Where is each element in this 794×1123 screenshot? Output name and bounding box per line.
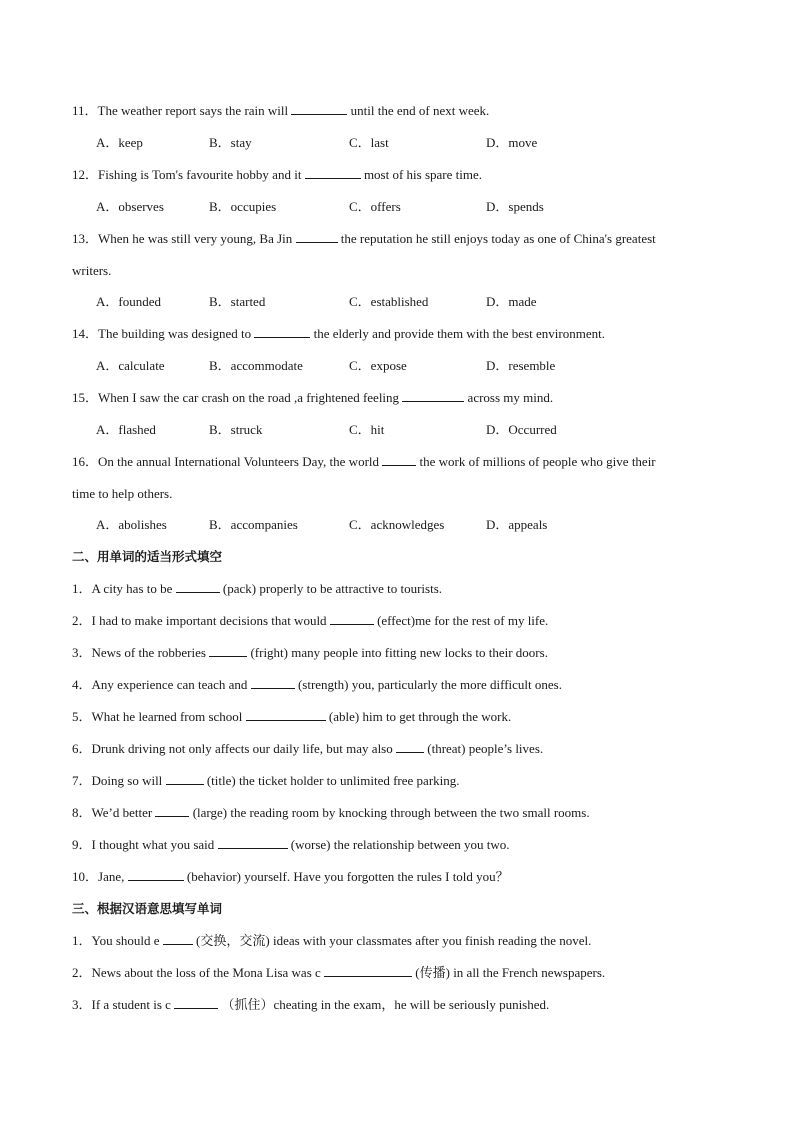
option-d[interactable]: D．appeals [486, 517, 548, 532]
question-number: 3． [72, 645, 92, 660]
question-number: 15． [72, 390, 99, 405]
question-text: （抓住）cheating in the exam，he will be seriously punished. [221, 997, 550, 1012]
section2-item-2 [72, 611, 714, 643]
question-text: Any experience can teach and [91, 677, 248, 692]
section2-item-9 [72, 835, 714, 867]
question-text: A city has to be [91, 581, 173, 596]
answer-blank[interactable] [330, 612, 374, 625]
question-number: 7． [72, 773, 92, 788]
question-text: News about the loss of the Mona Lisa was c [91, 965, 321, 980]
answer-blank[interactable] [218, 836, 288, 849]
question-number: 8． [72, 805, 92, 820]
question-text: (title) the ticket holder to unlimited free parking. [206, 773, 460, 788]
question-text: (effect)me for the rest of my life. [377, 613, 549, 628]
option-b[interactable]: B．struck [209, 422, 263, 437]
question-text: the elderly and provide them with the best environment. [313, 326, 605, 341]
question-text: (large) the reading room by knocking through between the two small rooms. [192, 805, 590, 820]
option-d[interactable]: D．move [486, 135, 538, 150]
options-row [72, 515, 714, 547]
question-text: You should e [91, 933, 160, 948]
question-12 [72, 165, 714, 197]
question-text: most of his spare time. [363, 167, 483, 182]
section3-item-1 [72, 931, 714, 963]
question-text: the reputation he still enjoys today as one of China's greatest [340, 231, 656, 246]
question-number: 9． [72, 837, 92, 852]
option-c[interactable]: C．hit [349, 422, 385, 437]
option-b[interactable]: B．accommodate [209, 358, 303, 373]
option-d[interactable]: D．spends [486, 199, 544, 214]
question-13 [72, 229, 714, 261]
answer-blank[interactable] [128, 868, 184, 881]
answer-blank[interactable] [324, 964, 412, 977]
question-text: When he was still very young, Ba Jin [98, 231, 293, 246]
question-text: (fright) many people into fitting new locks to their doors. [250, 645, 548, 660]
question-text: time to help others. [72, 486, 173, 501]
answer-blank[interactable] [296, 230, 338, 243]
option-d[interactable]: D．made [486, 294, 537, 309]
question-text: If a student is c [91, 997, 171, 1012]
answer-blank[interactable] [305, 166, 361, 179]
option-c[interactable]: C．established [349, 294, 429, 309]
section2-item-4 [72, 675, 714, 707]
question-text: (交换，交流) ideas with your classmates after you finish reading the novel. [196, 933, 592, 948]
question-number: 13． [72, 231, 99, 246]
question-text: What he learned from school [91, 709, 243, 724]
option-c[interactable]: C．offers [349, 199, 401, 214]
option-d[interactable]: D．Occurred [486, 422, 557, 437]
section2-item-6 [72, 739, 714, 771]
question-number: 2． [72, 965, 92, 980]
option-b[interactable]: B．accompanies [209, 517, 298, 532]
question-number: 6． [72, 741, 92, 756]
question-number: 5． [72, 709, 92, 724]
option-c[interactable]: C．expose [349, 358, 407, 373]
option-c[interactable]: C．last [349, 135, 389, 150]
section2-item-7 [72, 771, 714, 803]
question-text: We’d better [91, 805, 153, 820]
question-text: across my mind. [467, 390, 554, 405]
question-number: 4． [72, 677, 92, 692]
question-text: (worse) the relationship between you two. [290, 837, 510, 852]
question-text: Doing so will [91, 773, 163, 788]
answer-blank[interactable] [246, 708, 326, 721]
options-row [72, 356, 714, 388]
question-continuation [72, 261, 714, 292]
option-b[interactable]: B．started [209, 294, 266, 309]
section3-item-2 [72, 963, 714, 995]
question-text: the work of millions of people who give their [419, 454, 656, 469]
question-number: 16． [72, 454, 99, 469]
question-text: writers. [72, 263, 112, 278]
question-text: Jane, [98, 869, 125, 884]
answer-blank[interactable] [251, 676, 295, 689]
question-text: The weather report says the rain will [97, 103, 289, 118]
question-text: On the annual International Volunteers Day, the world [98, 454, 380, 469]
answer-blank[interactable] [402, 389, 464, 402]
section2-item-1 [72, 579, 714, 611]
question-text: (传播) in all the French newspapers. [415, 965, 606, 980]
options-row [72, 420, 714, 452]
option-a[interactable]: A．flashed [96, 422, 156, 437]
option-a[interactable]: A．founded [96, 294, 161, 309]
option-d[interactable]: D．resemble [486, 358, 556, 373]
answer-blank[interactable] [176, 580, 220, 593]
question-number: 2． [72, 613, 92, 628]
question-text: When I saw the car crash on the road ,a frightened feeling [98, 390, 400, 405]
question-text: (able) him to get through the work. [328, 709, 512, 724]
answer-blank[interactable] [291, 102, 347, 115]
options-row [72, 197, 714, 229]
question-number: 12． [72, 167, 99, 182]
option-a[interactable]: A．calculate [96, 358, 165, 373]
section3-item-3 [72, 995, 714, 1027]
section2-item-8 [72, 803, 714, 835]
question-text: (pack) properly to be attractive to tourists. [222, 581, 443, 596]
option-b[interactable]: B．occupies [209, 199, 277, 214]
answer-blank[interactable] [166, 772, 204, 785]
answer-blank[interactable] [155, 804, 189, 817]
question-text: until the end of next week. [350, 103, 490, 118]
section2-item-5 [72, 707, 714, 739]
question-text: (threat) people’s lives. [427, 741, 544, 756]
question-14 [72, 324, 714, 356]
answer-blank[interactable] [174, 996, 218, 1009]
question-continuation [72, 484, 714, 515]
answer-blank[interactable] [163, 932, 193, 945]
question-number: 11． [72, 103, 98, 118]
section2-item-3 [72, 643, 714, 675]
question-number: 1． [72, 933, 92, 948]
answer-blank[interactable] [254, 325, 310, 338]
question-11 [72, 101, 714, 133]
question-text: (behavior) yourself. Have you forgotten the rules I told you？ [186, 869, 509, 884]
question-number: 10． [72, 869, 99, 884]
question-text: I had to make important decisions that would [91, 613, 327, 628]
option-c[interactable]: C．acknowledges [349, 517, 445, 532]
option-a[interactable]: A．abolishes [96, 517, 167, 532]
answer-blank[interactable] [209, 644, 247, 657]
options-row [72, 292, 714, 324]
options-row [72, 133, 714, 165]
section2-item-10 [72, 867, 714, 899]
question-text: The building was designed to [98, 326, 252, 341]
question-number: 3． [72, 997, 92, 1012]
answer-blank[interactable] [382, 453, 416, 466]
question-number: 1． [72, 581, 92, 596]
option-a[interactable]: A．keep [96, 135, 143, 150]
question-16 [72, 452, 714, 484]
question-text: Fishing is Tom's favourite hobby and it [98, 167, 302, 182]
section2-title: 二、用单词的适当形式填空 [72, 549, 223, 564]
question-text: I thought what you said [91, 837, 215, 852]
question-number: 14． [72, 326, 99, 341]
question-text: News of the robberies [91, 645, 206, 660]
question-text: Drunk driving not only affects our daily life, but may also [91, 741, 393, 756]
answer-blank[interactable] [396, 740, 424, 753]
question-15 [72, 388, 714, 420]
option-a[interactable]: A．observes [96, 199, 164, 214]
question-text: (strength) you, particularly the more difficult ones. [297, 677, 562, 692]
option-b[interactable]: B．stay [209, 135, 252, 150]
section3-title: 三、根据汉语意思填写单词 [72, 901, 223, 916]
